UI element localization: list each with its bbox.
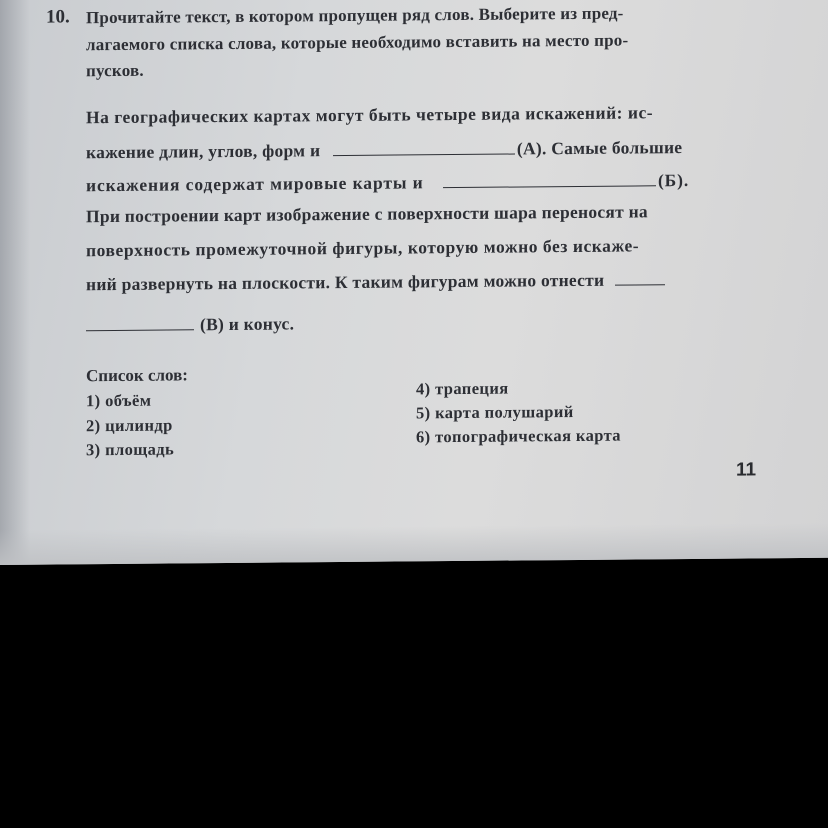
word-list-title: Список слов: — [86, 365, 188, 386]
task-instruction-line-3: пусков. — [86, 60, 144, 81]
blank-b — [443, 171, 656, 188]
page-bottom-edge — [0, 523, 828, 565]
text-line-2-after: (А). Самые большие — [516, 137, 683, 159]
word-list-item-2: 2) цилиндр — [86, 415, 173, 436]
blank-v-part-2 — [86, 315, 194, 331]
word-list-item-1: 1) объём — [86, 390, 152, 411]
text-line-3-after: (Б). — [657, 169, 690, 191]
text-line-6 — [86, 269, 665, 295]
text-line-3 — [86, 170, 689, 196]
word-list-item-4: 4) трапеция — [416, 378, 509, 399]
blank-a — [333, 140, 515, 157]
task-instruction-line-2: лагаемого списка слова, которые необходимо вставить на место про- — [86, 30, 629, 55]
text-line-4: При построении карт изображение с поверхности шара переносят на — [86, 201, 648, 227]
word-list-item-3: 3) площадь — [86, 439, 175, 460]
text-line-2-before: кажение длин, углов, форм и — [86, 140, 321, 163]
word-list-item-6: 6) топографическая карта — [416, 425, 621, 447]
text-line-1: На географических картах могут быть четыре вида искажений: ис- — [86, 102, 654, 128]
text-line-5: поверхность промежуточной фигуры, которую можно без искаже- — [86, 235, 640, 261]
task-instruction-line-1: Прочитайте текст, в котором пропущен ряд слов. Выберите из пред- — [86, 3, 624, 28]
text-line-2 — [86, 137, 682, 163]
text-line-3-before: искажения содержат мировые карты и — [86, 172, 424, 196]
word-list-item-5: 5) карта полушарий — [416, 401, 574, 423]
task-number: 10. — [46, 6, 70, 28]
page-shadow — [0, 0, 30, 565]
text-line-7-after: (В) и конус. — [200, 313, 295, 335]
text-line-7 — [86, 313, 294, 336]
blank-v-part-1 — [615, 270, 665, 285]
page-number: 11 — [736, 459, 757, 481]
text-line-6-text: ний развернуть на плоскости. К таким фигурам можно отнести — [86, 269, 605, 295]
